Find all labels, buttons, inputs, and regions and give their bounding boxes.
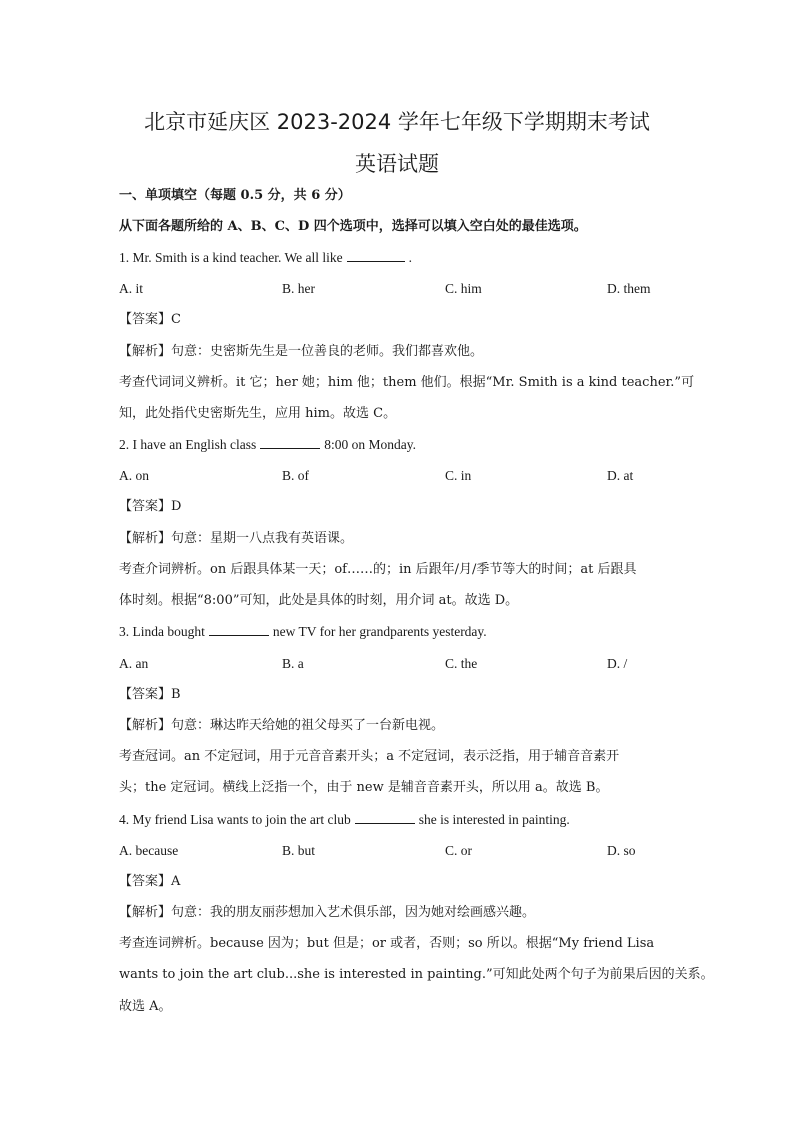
answer-blank [347,249,405,262]
question-1-option-c: C. him [445,281,482,296]
question-4-answer: 【答案】A [119,874,181,889]
question-4-stem-b: she is interested in painting. [418,812,570,827]
question-2-option-d: D. at [607,468,634,483]
question-1-explanation-line-2: 知，此处指代史密斯先生，应用 him。故选 C。 [119,406,397,421]
question-4-explanation-line-2: wants to join the art club...she is interested in painting.”可知此处两个句子为前果后因的关系。 [119,967,714,982]
question-4-stem [119,811,679,829]
question-2-stem [119,436,679,454]
question-1-option-d: D. them [607,281,651,296]
question-1-stem [119,249,679,267]
question-2-explanation-line-1: 考查介词辨析。on 后跟具体某一天；of……的；in 后跟年/月/季节等大的时间；at 后跟具 [119,562,637,577]
question-2-stem-a: 2. I have an English class [119,437,257,452]
question-1-analysis: 【解析】句意：史密斯先生是一位善良的老师。我们都喜欢他。 [119,344,484,359]
question-3-stem-b: new TV for her grandparents yesterday. [272,624,487,639]
question-4-explanation-line-1: 考查连词辨析。because 因为；but 但是；or 或者，否则；so 所以。根据“My friend Lisa [119,936,655,951]
answer-blank [260,436,320,449]
page-subtitle: 英语试题 [355,152,439,176]
question-4-option-b: B. but [282,843,316,858]
answer-blank [209,623,269,636]
question-3-stem [119,623,679,641]
section-instruction: 从下面各题所给的 A、B、C、D 四个选项中，选择可以填入空白处的最佳选项。 [119,219,587,234]
question-3-option-d: D. / [607,656,628,671]
question-1-stem-a: 1. Mr. Smith is a kind teacher. We all like [119,250,343,265]
question-1-stem-b: . [408,250,413,265]
question-1-option-b: B. her [282,281,315,296]
page-title: 北京市延庆区 2023-2024 学年七年级下学期期末考试 [144,110,650,134]
question-1-explanation-line-1: 考查代词词义辨析。it 它；her 她；him 他；them 他们。根据“Mr. Smith is a kind teacher.”可 [119,375,695,390]
question-3-option-a: A. an [119,656,149,671]
question-3-explanation-line-1: 考查冠词。an 不定冠词，用于元音音素开头；a 不定冠词，表示泛指，用于辅音音素开 [119,749,620,764]
question-2-option-c: C. in [445,468,472,483]
question-2-stem-b: 8:00 on Monday. [324,437,416,452]
question-3-option-b: B. a [282,656,304,671]
question-4-explanation-line-3: 故选 A。 [119,999,172,1014]
question-3-explanation-line-2: 头；the 定冠词。横线上泛指一个，由于 new 是辅音音素开头，所以用 a。故选 B。 [119,780,609,795]
answer-blank [355,811,415,824]
question-3-answer: 【答案】B [119,687,181,702]
section-heading: 一、单项填空（每题 0.5 分，共 6 分） [119,188,351,203]
question-3-stem-a: 3. Linda bought [119,624,205,639]
question-2-option-b: B. of [282,468,309,483]
question-4-stem-a: 4. My friend Lisa wants to join the art club [119,812,351,827]
question-1-option-a: A. it [119,281,144,296]
question-3-analysis: 【解析】句意：琳达昨天给她的祖父母买了一台新电视。 [119,718,445,733]
question-4-option-c: C. or [445,843,472,858]
question-4-analysis: 【解析】句意：我的朋友丽莎想加入艺术俱乐部，因为她对绘画感兴趣。 [119,905,536,920]
question-4-option-a: A. because [119,843,179,858]
question-3-option-c: C. the [445,656,478,671]
question-2-analysis: 【解析】句意：星期一八点我有英语课。 [119,531,354,546]
question-2-option-a: A. on [119,468,149,483]
question-2-explanation-line-2: 体时刻。根据“8:00”可知，此处是具体的时刻，用介词 at。故选 D。 [119,593,519,608]
question-4-option-d: D. so [607,843,636,858]
question-1-answer: 【答案】C [119,312,181,327]
question-2-answer: 【答案】D [119,499,182,514]
